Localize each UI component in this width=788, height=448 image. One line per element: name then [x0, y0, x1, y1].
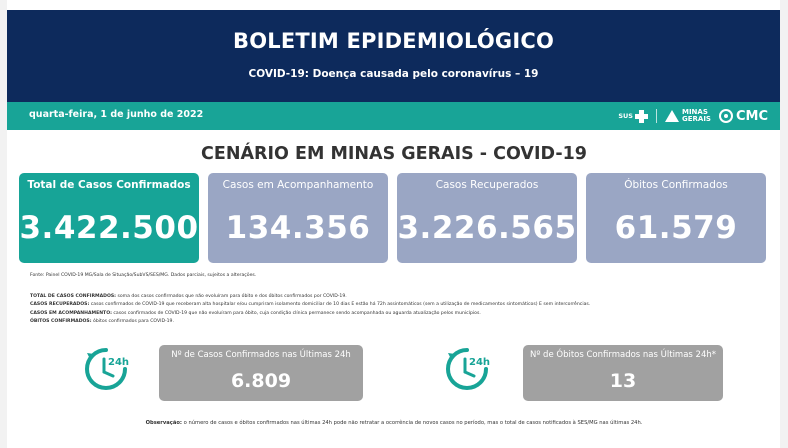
card-value: 61.579: [614, 210, 738, 246]
bulletin-subtitle: COVID-19: Doença causada pelo coronavírus – 19: [248, 68, 539, 80]
clock-24h-text: 24h: [469, 357, 491, 368]
definition-item: [30, 310, 760, 318]
card-label: Casos Recuperados: [435, 179, 539, 191]
card-deaths: [586, 173, 766, 263]
box-value: 6.809: [230, 370, 292, 392]
definition-text: casos confirmados de COVID-19 que não evoluíram para óbito, cuja condição clínica permanece sendo acompanhada ou aguarda atualização pelos municípios.: [111, 310, 481, 316]
institution-logos: [618, 106, 768, 126]
definition-term: CASOS EM ACOMPANHAMENTO:: [30, 310, 112, 316]
logo-divider: [656, 109, 657, 123]
box-value: 13: [609, 370, 637, 392]
note-term: Observação:: [145, 420, 182, 426]
definition-item: [30, 293, 760, 301]
card-value: 3.226.565: [397, 210, 577, 246]
minas-gerais-logo: [665, 109, 711, 123]
definition-item: [30, 318, 760, 326]
clock-24h-text: 24h: [108, 357, 130, 368]
card-label: Óbitos Confirmados: [624, 179, 728, 191]
section-title: CENÁRIO EM MINAS GERAIS - COVID-19: [201, 144, 587, 164]
box-label: Nº de Casos Confirmados nas Últimas 24h: [171, 350, 351, 360]
source-note: Fonte: Painel COVID-19 MG/Sala de Situação/SubVS/SES/MG. Dados parciais, sujeitos a alterações.: [30, 273, 257, 278]
header-banner: [7, 10, 780, 102]
triangle-icon: [665, 110, 679, 122]
report-date: quarta-feira, 1 de junho de 2022: [29, 109, 204, 120]
definition-text: casos confirmados de COVID-19 que receberam alta hospitalar e/ou cumpriram isolamento domiciliar de 10 dias E estão há 72h assintomáticos (sem a utilização de medicamentos sintomáticos) E sem intercorrências.: [89, 302, 591, 308]
clock-24h-icon: [443, 345, 491, 393]
left-gutter: [0, 0, 7, 448]
right-gutter: [780, 0, 788, 448]
box-cases-last-24h: [159, 345, 363, 401]
card-value: 134.356: [225, 210, 371, 246]
plus-icon: [635, 110, 648, 123]
definition-text: óbitos confirmados para COVID-19.: [91, 319, 174, 325]
definitions: [30, 293, 760, 327]
card-value: 3.422.500: [19, 210, 199, 246]
mg-logo-line1: MINAS: [681, 108, 708, 116]
sus-logo: [618, 110, 648, 123]
definition-term: ÓBITOS CONFIRMADOS:: [30, 319, 92, 325]
mg-logo-line2: GERAIS: [681, 115, 711, 123]
definition-text: soma dos casos confirmados que não evoluíram para óbito e dos óbitos confirmados por COVID-19.: [116, 294, 347, 299]
definition-item: [30, 301, 760, 309]
box-label: Nº de Óbitos Confirmados nas Últimas 24h*: [529, 350, 717, 360]
card-in-follow-up: [208, 173, 388, 263]
cmc-ring-icon: [719, 109, 733, 123]
cmc-logo: [719, 109, 768, 124]
card-recovered: [397, 173, 577, 263]
box-deaths-last-24h: [523, 345, 723, 401]
observation-note: [0, 420, 788, 426]
card-total-confirmed: [19, 173, 199, 263]
definition-term: CASOS RECUPERADOS:: [30, 302, 90, 308]
sus-logo-text: SUS: [618, 112, 633, 120]
card-label: Total de Casos Confirmados: [27, 179, 191, 191]
definition-term: TOTAL DE CASOS CONFIRMADOS:: [30, 294, 116, 299]
bulletin-title: BOLETIM EPIDEMIOLÓGICO: [232, 29, 555, 53]
cmc-logo-text: CMC: [735, 108, 768, 124]
card-label: Casos em Acompanhamento: [222, 179, 374, 191]
note-text: o número de casos e óbitos confirmados nas últimas 24h pode não retratar a ocorrência de novos casos no período, mas o total de casos notificados à SES/MG nas últimas 24h.: [181, 420, 643, 426]
clock-24h-icon: [82, 345, 130, 393]
date-band: [7, 102, 780, 130]
